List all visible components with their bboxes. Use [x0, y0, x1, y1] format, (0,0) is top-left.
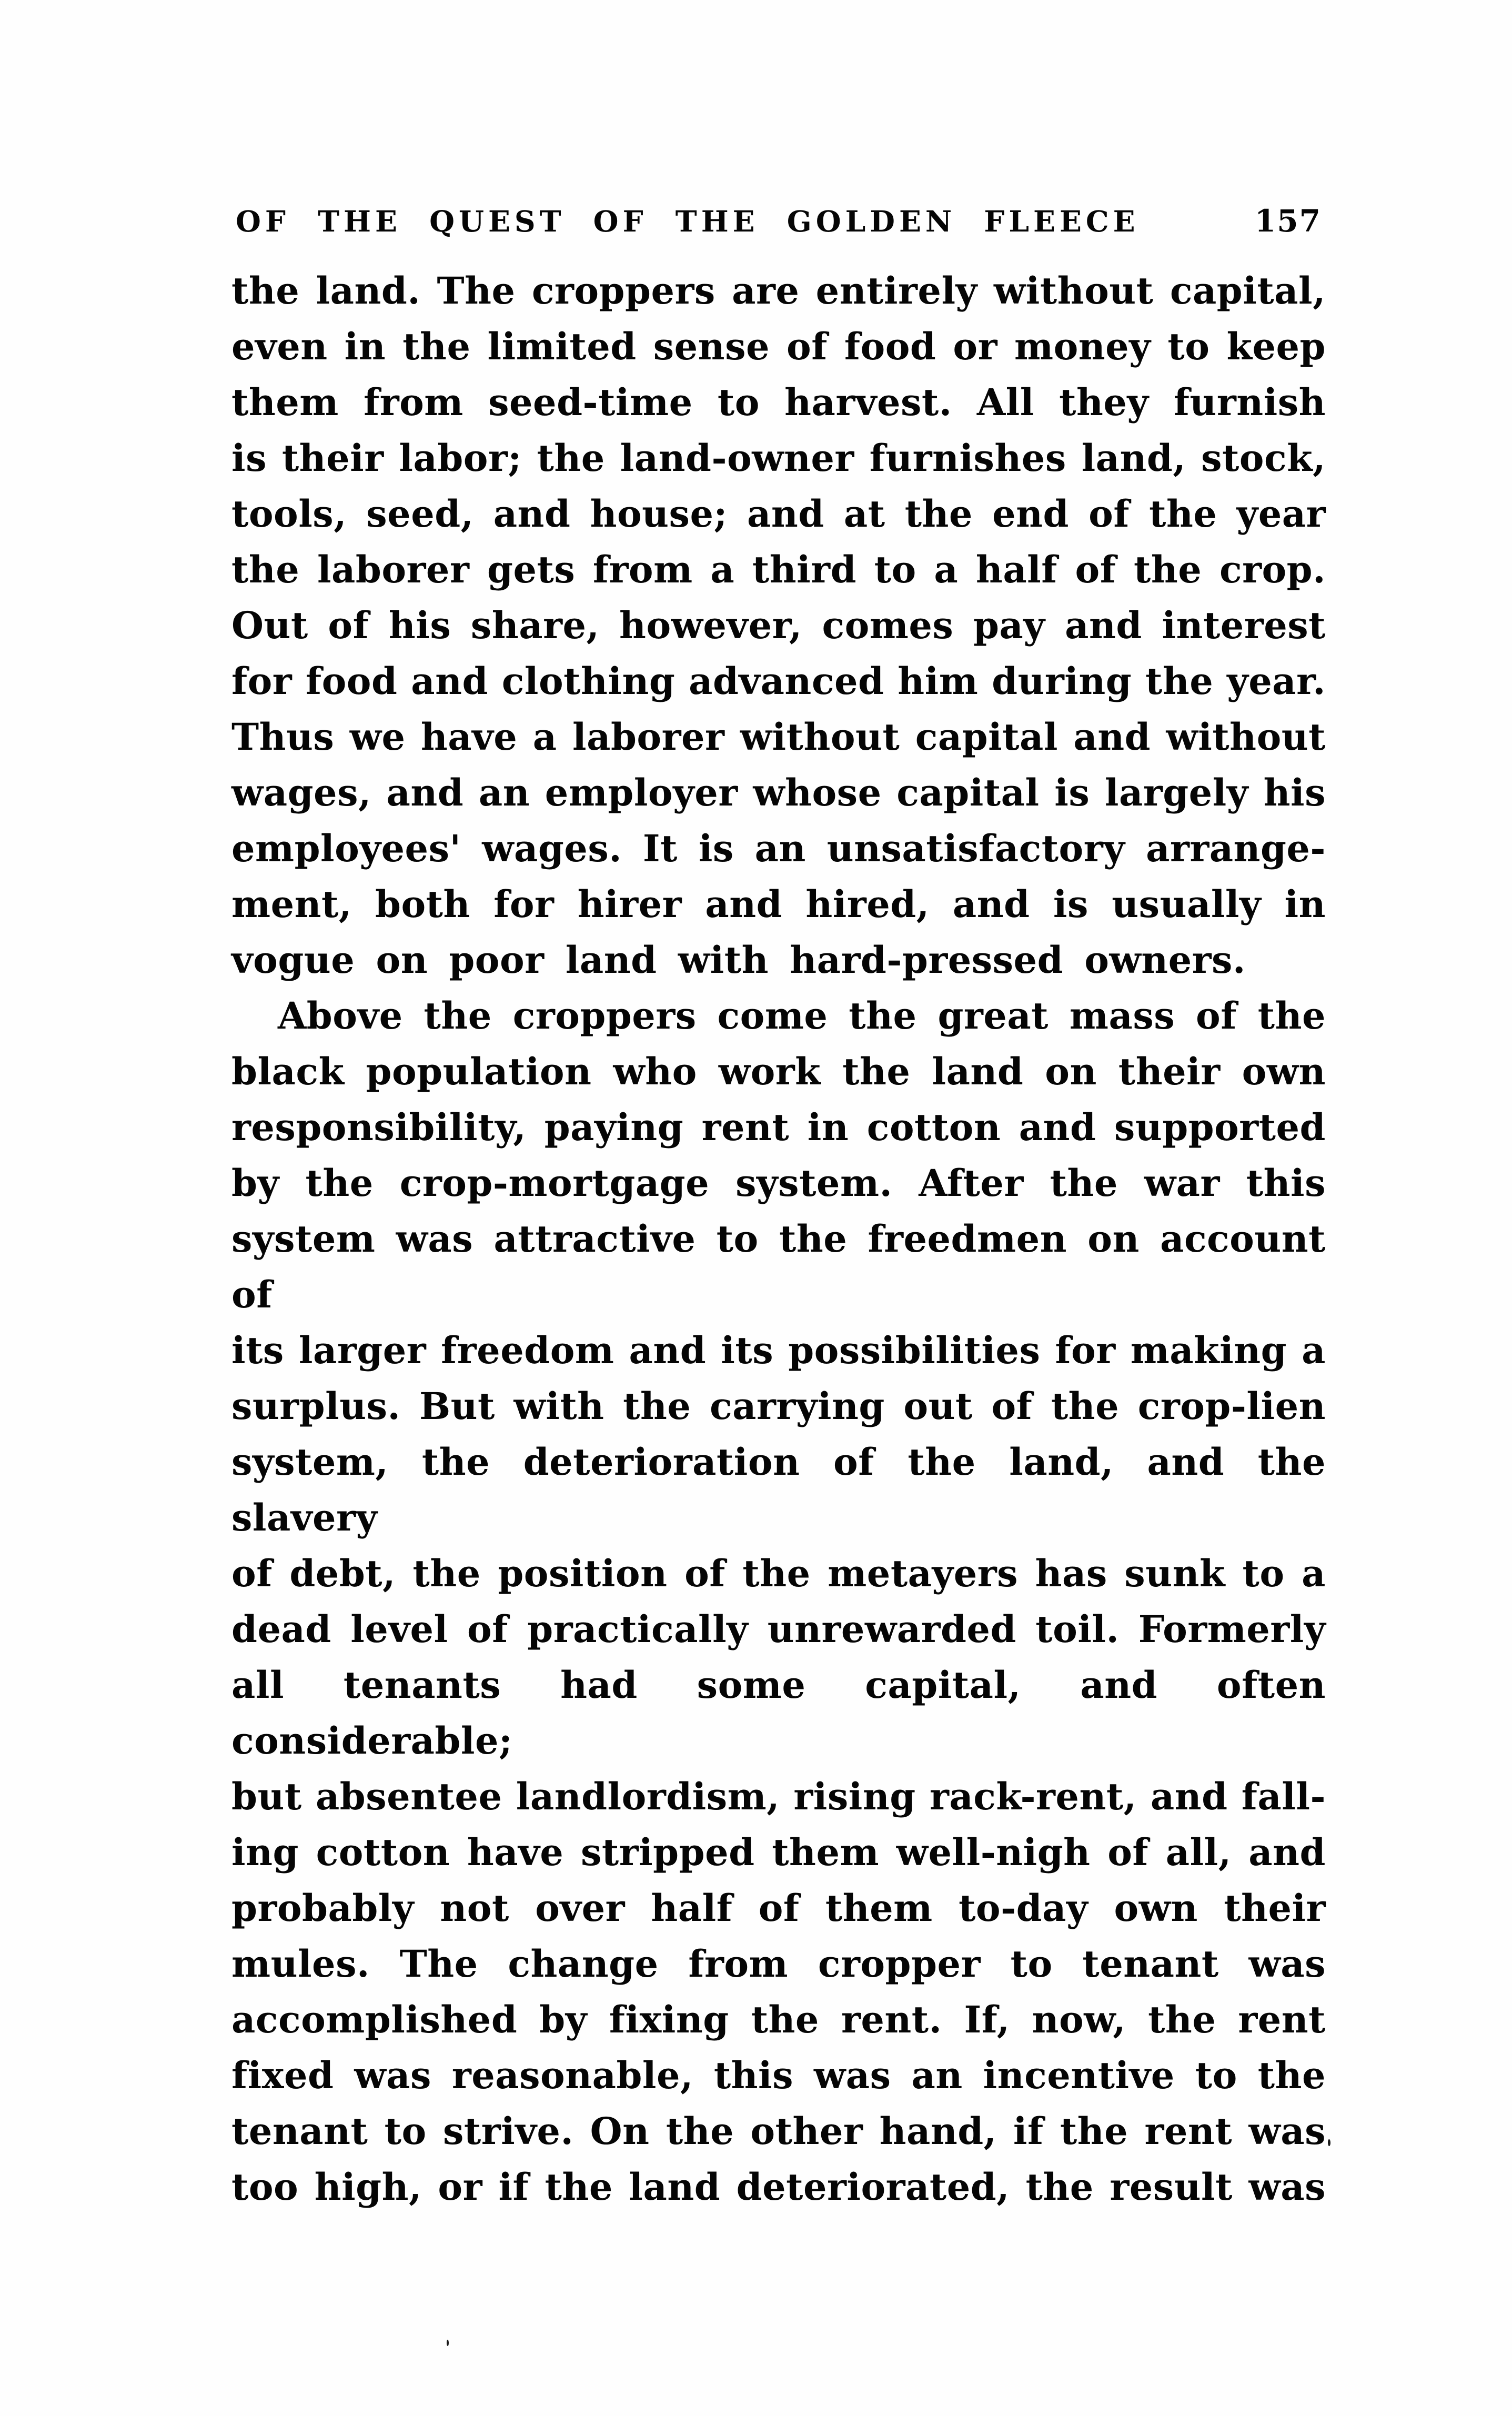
- scan-speck: [447, 2340, 449, 2346]
- running-head: [236, 203, 1322, 239]
- text-line: its larger freedom and its possibilities for making a: [231, 1328, 1326, 1372]
- text-line: tenant to strive. On the other hand, if the rent was: [231, 2109, 1326, 2153]
- text-line: system was attractive to the freedmen on account of: [231, 1217, 1326, 1316]
- text-line: them from seed-time to harvest. All they furnish: [231, 380, 1326, 424]
- page-header-title: OF THE QUEST OF THE GOLDEN FLEECE: [236, 204, 1140, 238]
- text-line: vogue on poor land with hard-pressed owners.: [231, 938, 1246, 982]
- text-line: even in the limited sense of food or money to keep: [231, 325, 1326, 368]
- text-line: black population who work the land on their own: [231, 1050, 1326, 1093]
- text-line: Thus we have a laborer without capital and without: [231, 715, 1326, 759]
- text-line: probably not over half of them to-day own their: [231, 1886, 1326, 1930]
- text-block: [231, 263, 1326, 2215]
- text-line: ment, both for hirer and hired, and is usually in: [231, 882, 1326, 926]
- text-line: fixed was reasonable, this was an incentive to the: [231, 2053, 1326, 2097]
- text-line: mules. The change from cropper to tenant was: [231, 1942, 1326, 1986]
- text-line: employees' wages. It is an unsatisfactory arrange-: [231, 827, 1326, 870]
- text-line: all tenants had some capital, and often considerable;: [231, 1663, 1326, 1763]
- scan-speck: [1328, 2139, 1330, 2146]
- text-line: dead level of practically unrewarded toil. Formerly: [231, 1607, 1326, 1651]
- text-line: the land. The croppers are entirely without capital,: [231, 269, 1326, 313]
- text-line: accomplished by fixing the rent. If, now, the rent: [231, 1998, 1326, 2041]
- text-line: tools, seed, and house; and at the end of the year: [231, 492, 1326, 536]
- text-line: ing cotton have stripped them well-nigh of all, and: [231, 1830, 1326, 1874]
- text-line: system, the deterioration of the land, and the slavery: [231, 1440, 1326, 1539]
- text-line: the laborer gets from a third to a half of the crop.: [231, 548, 1326, 591]
- text-line: surplus. But with the carrying out of the crop-lien: [231, 1384, 1326, 1428]
- text-line: for food and clothing advanced him during the year.: [231, 659, 1326, 703]
- text-line: responsibility, paying rent in cotton and supported: [231, 1105, 1326, 1149]
- text-line: Above the croppers come the great mass of the: [278, 994, 1326, 1038]
- text-line: too high, or if the land deteriorated, the result was: [231, 2165, 1326, 2209]
- text-line: Out of his share, however, comes pay and interest: [231, 603, 1326, 647]
- text-line: by the crop-mortgage system. After the war this: [231, 1161, 1326, 1205]
- text-line: wages, and an employer whose capital is largely his: [231, 771, 1326, 814]
- text-line: but absentee landlordism, rising rack-rent, and fall-: [231, 1775, 1326, 1818]
- page-number: 157: [1254, 203, 1322, 239]
- text-line: is their labor; the land-owner furnishes land, stock,: [231, 436, 1326, 480]
- text-line: of debt, the position of the metayers has sunk to a: [231, 1552, 1326, 1595]
